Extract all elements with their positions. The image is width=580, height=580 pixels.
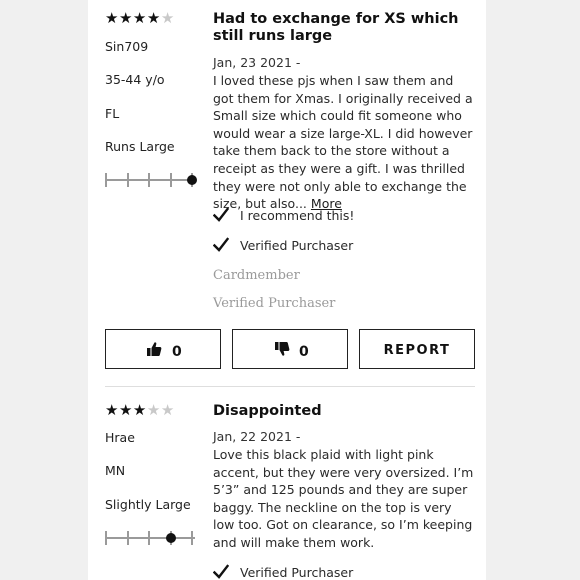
star-icon: ★ [160, 9, 175, 27]
star-icon: ★ [105, 9, 119, 27]
star-icon: ★ [132, 9, 147, 27]
review-title: Had to exchange for XS which still runs large [213, 11, 459, 44]
helpful-button[interactable] [105, 329, 221, 369]
cardmember-badge: Cardmember [213, 268, 300, 283]
check-icon [213, 237, 229, 253]
slider-tick [127, 173, 129, 187]
recommend-row [213, 207, 413, 223]
slider-tick [105, 173, 107, 187]
reviewer-location: MN [105, 463, 126, 478]
check-icon [213, 564, 229, 580]
review-card [88, 387, 486, 580]
star-icon: ★ [105, 401, 119, 419]
slider-tick [170, 173, 172, 187]
slider-knob [187, 175, 197, 185]
slider-tick [191, 531, 193, 545]
verified-label: Verified Purchaser [240, 565, 354, 580]
check-icon [213, 207, 229, 223]
star-icon: ★ [146, 9, 161, 27]
slider-tick [127, 531, 129, 545]
review-date: Jan, 23 2021 - [213, 55, 301, 70]
review-body [213, 446, 475, 552]
reviewer-age: 35-44 y/o [105, 72, 165, 87]
helpful-count: 0 [172, 344, 182, 360]
star-rating [105, 403, 175, 418]
review-body [213, 72, 475, 213]
star-icon: ★ [146, 401, 161, 419]
verified-purchaser-badge: Verified Purchaser [213, 296, 336, 311]
review-card [88, 0, 486, 386]
slider-tick [148, 173, 150, 187]
verified-row [213, 237, 413, 253]
slider-track [105, 179, 195, 181]
verified-row [213, 564, 413, 580]
reviewer-location: FL [105, 106, 120, 121]
recommend-label: I recommend this! [240, 208, 355, 223]
review-title: Disappointed [213, 403, 322, 419]
slider-knob [166, 533, 176, 543]
thumbs-down-icon [274, 341, 290, 357]
star-rating [105, 11, 175, 26]
review-body-text: I loved these pjs when I saw them and got them for Xmas. I originally received a Small size which could fit someone who would wear a size large-XL. I did however take them back to the store without a receipt as they were a gift. I was thrilled they were not only able to exchange the size, but also... [213, 73, 473, 212]
review-body-text: Love this black plaid with light pink accent, but they were very oversized. I’m 5’3” and 125 pounds and they are super baggy. The neckline on the top is very low too. Got on clearance, so I’m keeping and will make them work. [213, 447, 474, 550]
more-link[interactable]: More [310, 196, 342, 212]
slider-track [105, 537, 195, 539]
slider-tick [148, 531, 150, 545]
verified-label: Verified Purchaser [240, 238, 354, 253]
unhelpful-count: 0 [299, 344, 309, 360]
star-icon: ★ [118, 9, 133, 27]
star-icon: ★ [160, 401, 175, 419]
star-icon: ★ [132, 401, 147, 419]
reviewer-name: Sin709 [105, 39, 149, 54]
report-label: REPORT [383, 343, 451, 358]
slider-tick [105, 531, 107, 545]
reviewer-name: Hrae [105, 430, 135, 445]
report-button[interactable] [359, 329, 475, 369]
thumbs-up-icon [146, 341, 162, 357]
fit-label: Slightly Large [105, 497, 191, 512]
unhelpful-button[interactable] [232, 329, 348, 369]
fit-slider [105, 530, 195, 546]
fit-label: Runs Large [105, 139, 175, 154]
reviews-panel [88, 0, 486, 580]
review-date: Jan, 22 2021 - [213, 429, 301, 444]
star-icon: ★ [118, 401, 133, 419]
fit-slider [105, 172, 195, 188]
